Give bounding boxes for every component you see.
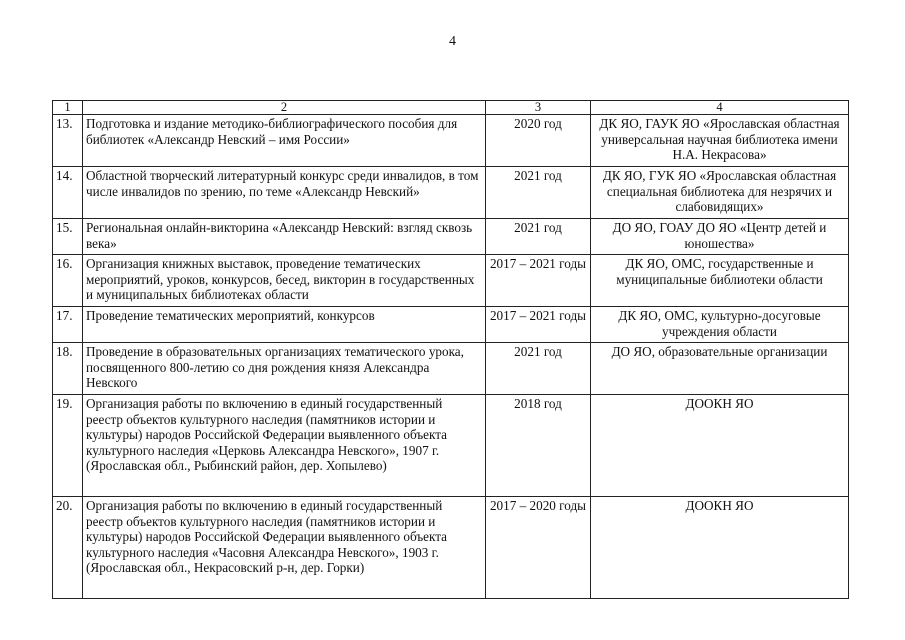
table-row xyxy=(53,219,849,255)
event-period: 2020 год xyxy=(486,115,591,167)
event-text: Организация книжных выставок, проведение тематических мероприятий, уроков, конкурсов, бесед, викторин в государственных и муниципальных библиотеках области xyxy=(83,255,486,307)
row-number: 15. xyxy=(53,219,83,255)
events-table xyxy=(52,100,849,599)
row-number: 18. xyxy=(53,343,83,395)
event-executor: ДК ЯО, ГУК ЯО «Ярославская областная специальная библиотека для незрячих и слабовидящих» xyxy=(591,167,849,219)
table-row xyxy=(53,307,849,343)
row-number: 16. xyxy=(53,255,83,307)
event-period: 2017 – 2021 годы xyxy=(486,255,591,307)
event-text: Региональная онлайн-викторина «Александр Невский: взгляд сквозь века» xyxy=(83,219,486,255)
row-number: 20. xyxy=(53,497,83,599)
event-executor: ДК ЯО, ГАУК ЯО «Ярославская областная универсальная научная библиотека имени Н.А. Некрасова» xyxy=(591,115,849,167)
row-number: 17. xyxy=(53,307,83,343)
event-text: Подготовка и издание методико-библиографического пособия для библиотек «Александр Невский – имя России» xyxy=(83,115,486,167)
event-executor: ДООКН ЯО xyxy=(591,395,849,497)
column-header-event: 2 xyxy=(83,101,486,115)
event-period: 2021 год xyxy=(486,343,591,395)
event-executor: ДО ЯО, образовательные организации xyxy=(591,343,849,395)
column-header-period: 3 xyxy=(486,101,591,115)
event-executor: ДООКН ЯО xyxy=(591,497,849,599)
event-text: Проведение в образовательных организациях тематического урока, посвященного 800-летию со дня рождения князя Александра Невского xyxy=(83,343,486,395)
column-header-executor: 4 xyxy=(591,101,849,115)
event-period: 2017 – 2021 годы xyxy=(486,307,591,343)
event-text: Областной творческий литературный конкурс среди инвалидов, в том числе инвалидов по зрению, по теме «Александр Невский» xyxy=(83,167,486,219)
event-text: Организация работы по включению в единый государственный реестр объектов культурного наследия (памятников истории и культуры) народов Российской Федерации выявленного объекта культурного наследия «Часовня Александра Невского», 1903 г. (Ярославская обл., Некрасовский р-н, дер. Горки) xyxy=(83,497,486,599)
event-period: 2017 – 2020 годы xyxy=(486,497,591,599)
event-executor: ДО ЯО, ГОАУ ДО ЯО «Центр детей и юношества» xyxy=(591,219,849,255)
column-header-number: 1 xyxy=(53,101,83,115)
table-row xyxy=(53,255,849,307)
table-row xyxy=(53,395,849,497)
event-period: 2021 год xyxy=(486,219,591,255)
table-row xyxy=(53,167,849,219)
page-number: 4 xyxy=(449,34,456,49)
header-row xyxy=(53,101,849,115)
event-executor: ДК ЯО, ОМС, культурно-досуговые учреждения области xyxy=(591,307,849,343)
row-number: 19. xyxy=(53,395,83,497)
table-row xyxy=(53,115,849,167)
event-text: Проведение тематических мероприятий, конкурсов xyxy=(83,307,486,343)
event-period: 2021 год xyxy=(486,167,591,219)
row-number: 14. xyxy=(53,167,83,219)
row-number: 13. xyxy=(53,115,83,167)
event-executor: ДК ЯО, ОМС, государственные и муниципальные библиотеки области xyxy=(591,255,849,307)
table-row xyxy=(53,343,849,395)
table-row xyxy=(53,497,849,599)
event-text: Организация работы по включению в единый государственный реестр объектов культурного наследия (памятников истории и культуры) народов Российской Федерации выявленного объекта культурного наследия «Церковь Александра Невского», 1907 г. (Ярославская обл., Рыбинский район, дер. Хопылево) xyxy=(83,395,486,497)
event-period: 2018 год xyxy=(486,395,591,497)
